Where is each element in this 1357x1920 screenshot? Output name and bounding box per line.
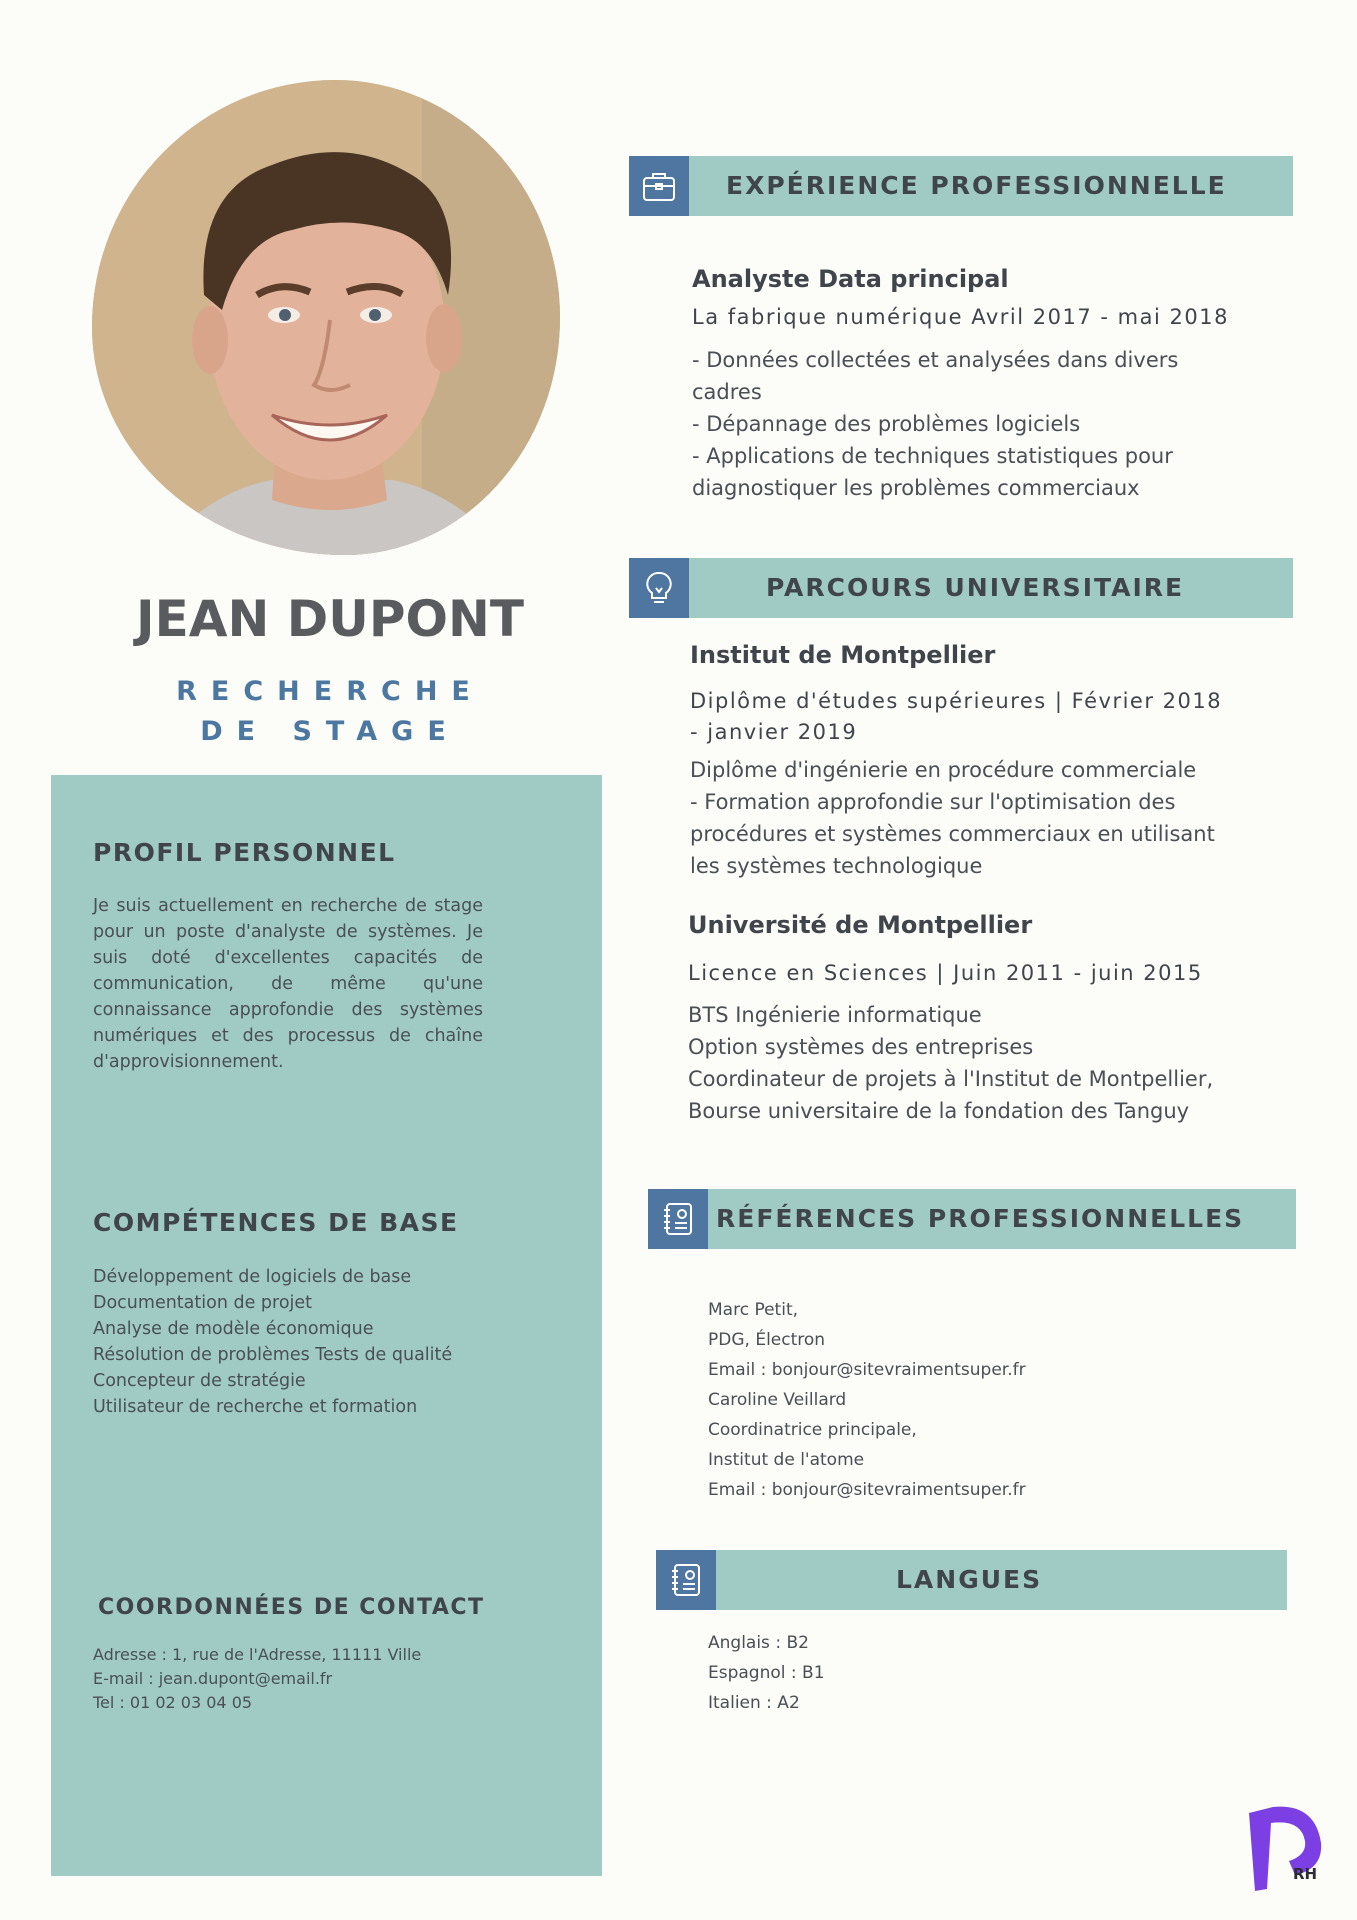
experience-heading: EXPÉRIENCE PROFESSIONNELLE <box>726 171 1227 200</box>
reference-line: Coordinatrice principale, <box>708 1420 917 1440</box>
notebook-icon <box>648 1189 708 1249</box>
language-item: Anglais : B2 <box>708 1633 809 1653</box>
reference-line: Institut de l'atome <box>708 1450 865 1470</box>
skill-item: Développement de logiciels de base <box>93 1267 412 1287</box>
contact-heading: COORDONNÉES DE CONTACT <box>98 1595 485 1620</box>
school2-line: Bourse universitaire de la fondation des Tanguy <box>688 1099 1190 1123</box>
school1-degree-line: - janvier 2019 <box>690 720 858 744</box>
school2-degree: Licence en Sciences | Juin 2011 - juin 2015 <box>688 961 1203 985</box>
reference-line: Email : bonjour@sitevraimentsuper.fr <box>708 1480 1026 1500</box>
school1-line: - Formation approfondie sur l'optimisation des <box>690 790 1176 814</box>
skill-item: Documentation de projet <box>93 1293 313 1313</box>
job-line: - Applications de techniques statistiques pour <box>692 444 1173 468</box>
job-description <box>692 344 1178 504</box>
skill-item: Analyse de modèle économique <box>93 1319 374 1339</box>
languages-heading: LANGUES <box>896 1565 1043 1594</box>
school1-line: les systèmes technologique <box>690 854 983 878</box>
profile-heading: PROFIL PERSONNEL <box>93 838 396 867</box>
school1-line: procédures et systèmes commerciaux en utilisant <box>690 822 1215 846</box>
subtitle-line-2: DE STAGE <box>200 716 460 747</box>
reference-line: Marc Petit, <box>708 1300 799 1320</box>
profile-text: Je suis actuellement en recherche de stage pour un poste d'analyste de systèmes. Je suis doté d'excellentes capacités de communication, de même qu'une connaissance approfondie des systèmes numériques et des processus de chaîne d'approvisionnement. <box>93 896 483 1072</box>
job-line: - Dépannage des problèmes logiciels <box>692 412 1081 436</box>
job-line: - Données collectées et analysées dans divers <box>692 348 1179 372</box>
candidate-name: JEAN DUPONT <box>136 590 524 648</box>
job-search-subtitle <box>100 672 560 752</box>
lightbulb-icon <box>629 558 689 618</box>
skill-item: Utilisateur de recherche et formation <box>93 1397 418 1417</box>
contact-phone: Tel : 01 02 03 04 05 <box>93 1693 253 1712</box>
notebook-icon <box>656 1550 716 1610</box>
skills-list <box>93 1264 483 1420</box>
school2-line: Coordinateur de projets à l'Institut de Montpellier, <box>688 1067 1214 1091</box>
contact-address: Adresse : 1, rue de l'Adresse, 11111 Ville <box>93 1645 422 1664</box>
language-item: Italien : A2 <box>708 1693 800 1713</box>
school1-name: Institut de Montpellier <box>690 641 996 669</box>
logo-text: RH <box>1293 1865 1318 1883</box>
skill-item: Concepteur de stratégie <box>93 1371 306 1391</box>
rh-logo <box>1245 1805 1325 1895</box>
references-list <box>708 1295 1026 1505</box>
briefcase-icon <box>629 156 689 216</box>
school1-line: Diplôme d'ingénierie en procédure commerciale <box>690 758 1197 782</box>
reference-line: Email : bonjour@sitevraimentsuper.fr <box>708 1360 1026 1380</box>
languages-list <box>708 1628 825 1718</box>
skills-heading: COMPÉTENCES DE BASE <box>93 1208 459 1237</box>
job-company-dates: La fabrique numérique Avril 2017 - mai 2018 <box>692 305 1229 329</box>
job-line: cadres <box>692 380 762 404</box>
contact-block <box>93 1643 421 1715</box>
references-heading: RÉFÉRENCES PROFESSIONNELLES <box>716 1204 1245 1233</box>
education-heading: PARCOURS UNIVERSITAIRE <box>766 573 1185 602</box>
job-title: Analyste Data principal <box>692 265 1009 293</box>
job-line: diagnostiquer les problèmes commerciaux <box>692 476 1140 500</box>
reference-line: PDG, Électron <box>708 1330 826 1350</box>
skill-item: Résolution de problèmes Tests de qualité <box>93 1345 453 1365</box>
profile-photo <box>92 80 560 555</box>
school1-degree-line: Diplôme d'études supérieures | Février 2018 <box>690 689 1223 713</box>
contact-email: E-mail : jean.dupont@email.fr <box>93 1669 333 1688</box>
school2-line: BTS Ingénierie informatique <box>688 1003 982 1027</box>
reference-line: Caroline Veillard <box>708 1390 847 1410</box>
school2-line: Option systèmes des entreprises <box>688 1035 1034 1059</box>
school2-description <box>688 999 1213 1127</box>
school1-description <box>690 754 1215 882</box>
language-item: Espagnol : B1 <box>708 1663 825 1683</box>
subtitle-line-1: RECHERCHE <box>176 676 484 707</box>
school1-degree <box>690 686 1222 748</box>
school2-name: Université de Montpellier <box>688 911 1033 939</box>
